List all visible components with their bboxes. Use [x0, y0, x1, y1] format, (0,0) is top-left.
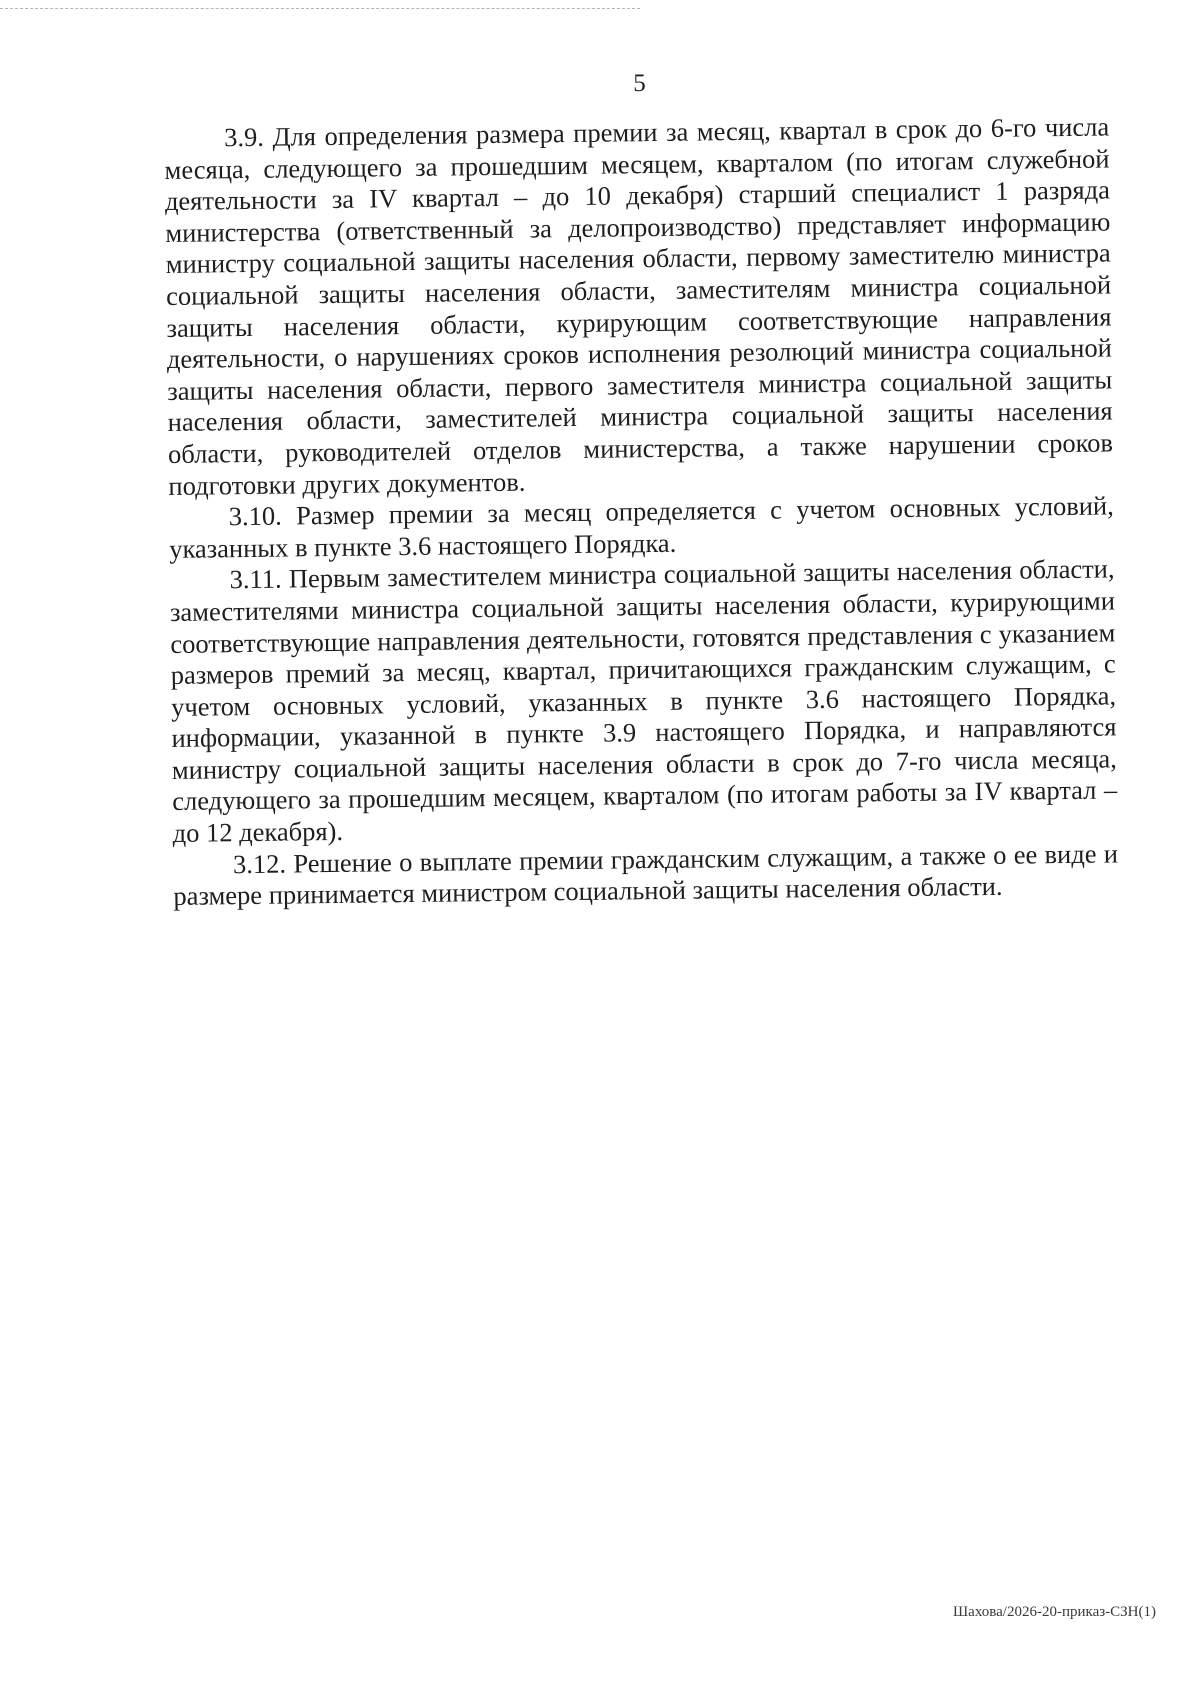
paragraph-3-10: 3.10. Размер премии за месяц определяется с учетом основных условий, указанных в пункте 3.6 настоящего Порядка.	[169, 490, 1114, 564]
paragraph-3-9: 3.9. Для определения размера премии за месяц, квартал в срок до 6-го числа месяца, следующего за прошедшим месяцем, кварталом (по итогам служебной деятельности за IV квартал – до 10 декабря) старший специалист 1 разряда министерства (ответственный за делопроизводство) представляет информацию министру социальной защиты населения области, первому заместителю министра социальной защиты населения области, заместителям министра социальной защиты населения области, курирующим соответствующие направления деятельности, о нарушениях сроков исполнения резолюций министра социальной защиты населения области, первого заместителя министра социальной защиты населения области, заместителей министра социальной защиты населения области, руководителей отделов министерства, а также нарушении сроков подготовки других документов.	[164, 111, 1114, 501]
page-number: 5	[633, 70, 647, 97]
document-footer-reference: Шахова/2026-20-приказ-СЗН(1)	[953, 1604, 1156, 1620]
paragraph-3-12: 3.12. Решение о выплате премии гражданским служащим, а также о ее виде и размере принимается министром социальной защиты населения области.	[173, 838, 1119, 912]
scan-edge-line	[0, 8, 640, 9]
paragraph-3-11: 3.11. Первым заместителем министра социальной защиты населения области, заместителями министра социальной защиты населения области, курирующими соответствующие направления деятельности, готовятся представления с указанием размеров премий за месяц, квартал, причитающихся гражданским служащим, с учетом основных условий, указанных в пункте 3.6 настоящего Порядка, информации, указанной в пункте 3.9 настоящего Порядка, и направляются министру социальной защиты населения области в срок до 7-го числа месяца, следующего за прошедшим месяцем, кварталом (по итогам работы за IV квартал – до 12 декабря).	[169, 553, 1118, 849]
document-body	[164, 111, 1119, 912]
